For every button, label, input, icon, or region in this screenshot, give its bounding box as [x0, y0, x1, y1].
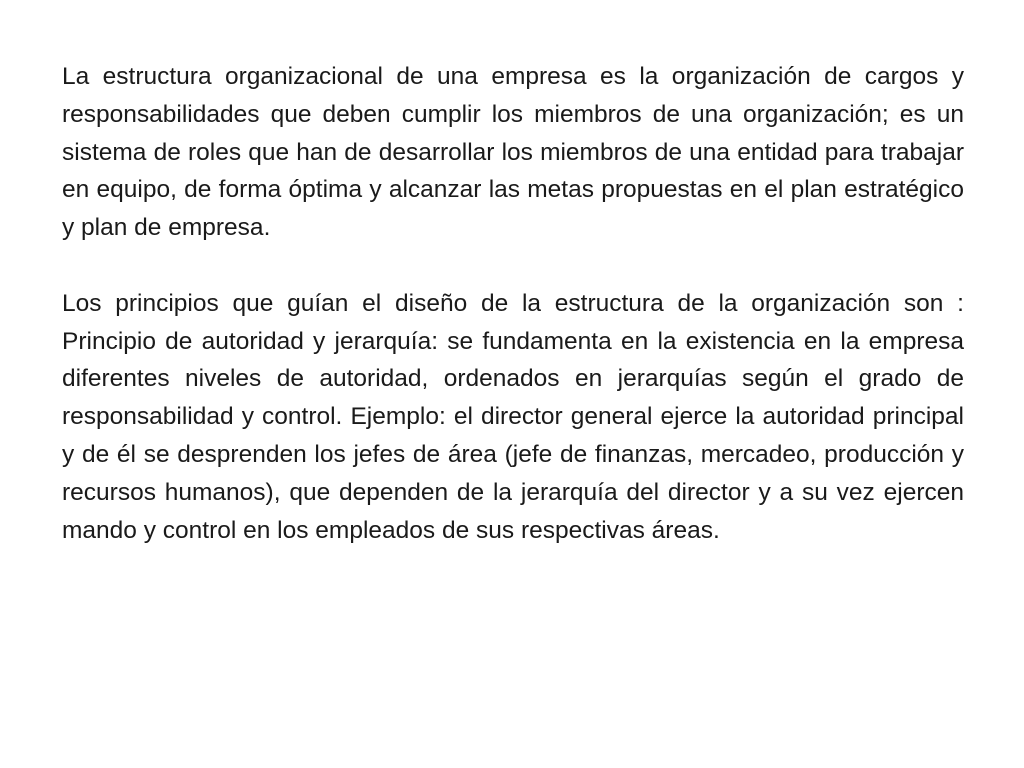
paragraph-definition: La estructura organizacional de una empresa es la organización de cargos y responsabilidades que deben cumplir los miembros de una organización; es un sistema de roles que han de desarrollar los miembros de una entidad para trabajar en equipo, de forma óptima y alcanzar las metas propuestas en el plan estratégico y plan de empresa. [62, 63, 964, 242]
slide-body [62, 58, 964, 549]
paragraph-principles: Los principios que guían el diseño de la estructura de la organización son : Principio de autoridad y jerarquía: se fundamenta en la existencia en la empresa diferentes niveles de autoridad, ordenados en jerarquías según el grado de responsabilidad y control. Ejemplo: el director general ejerce la autoridad principal y de él se desprenden los jefes de área (jefe de finanzas, mercadeo, producción y recursos humanos), que dependen de la jerarquía del director y a su vez ejercen mando y control en los empleados de sus respectivas áreas. [62, 289, 964, 544]
